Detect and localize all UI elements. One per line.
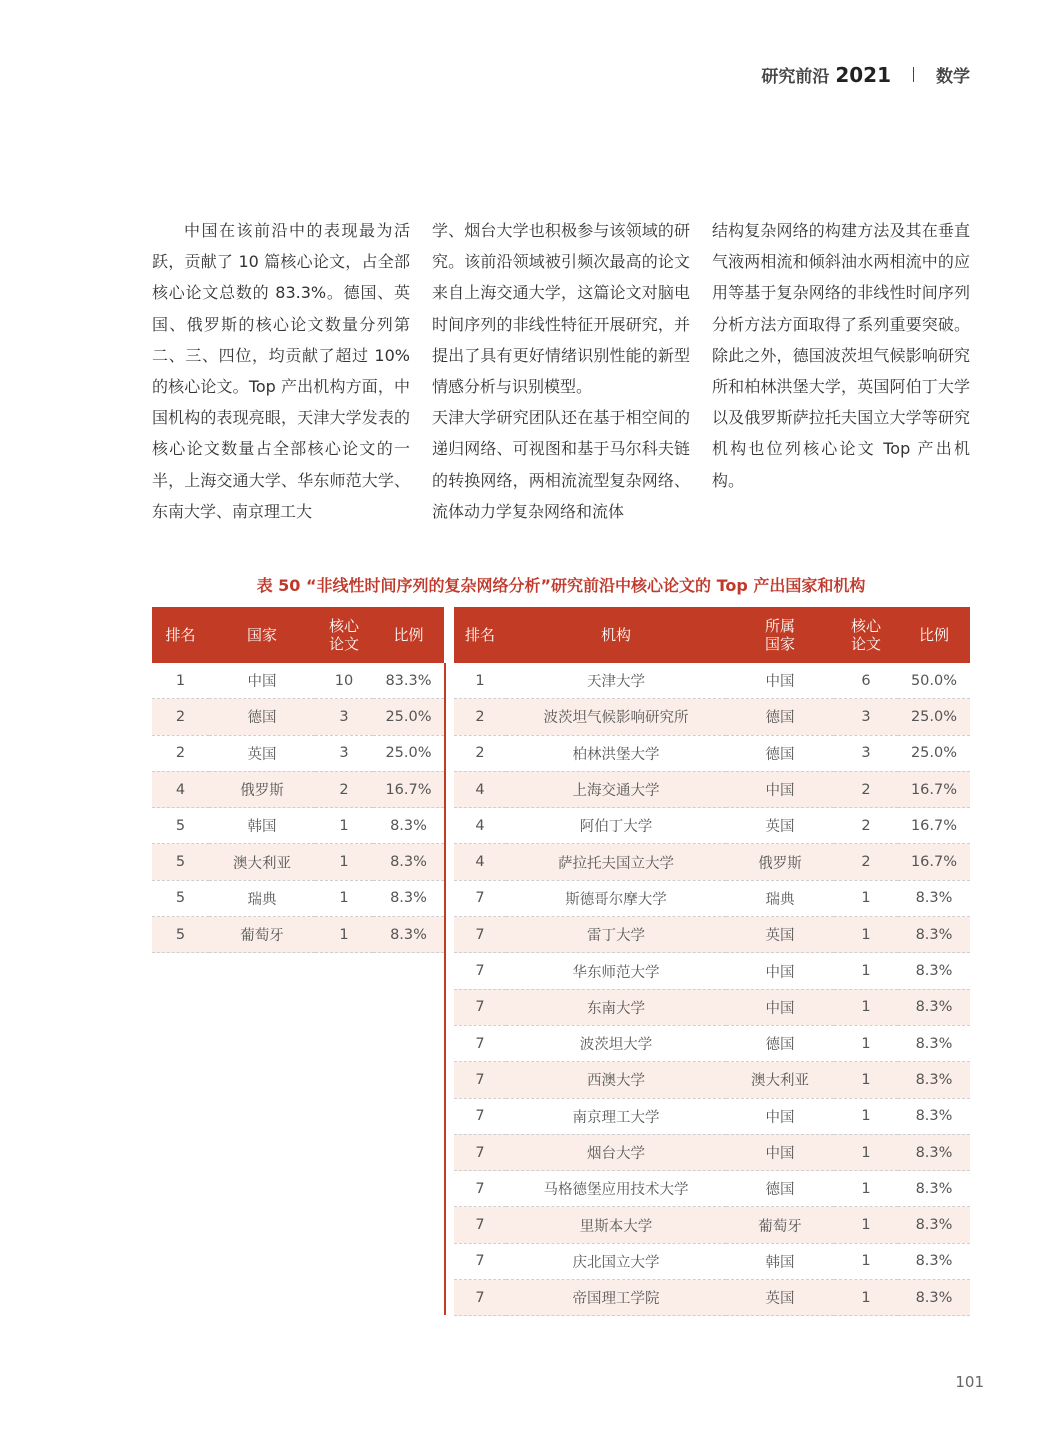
table-row bbox=[454, 771, 970, 807]
country-table-header-cell: 国家 bbox=[209, 607, 315, 663]
country-table-cell: 俄罗斯 bbox=[209, 771, 315, 807]
country-table-cell: 澳大利亚 bbox=[209, 844, 315, 880]
institution-table-cell: 柏林洪堡大学 bbox=[506, 735, 726, 771]
institution-table-cell: 4 bbox=[454, 844, 506, 880]
table-row bbox=[454, 1134, 970, 1170]
institution-table-cell: 中国 bbox=[726, 663, 834, 699]
institution-table-cell: 中国 bbox=[726, 1098, 834, 1134]
institution-table-cell: 7 bbox=[454, 1207, 506, 1243]
institution-table-cell: 波茨坦气候影响研究所 bbox=[506, 699, 726, 735]
institution-table-cell: 7 bbox=[454, 1134, 506, 1170]
institution-table-cell: 德国 bbox=[726, 1025, 834, 1061]
country-table-body bbox=[152, 663, 444, 953]
institution-table-cell: 中国 bbox=[726, 771, 834, 807]
paragraph-2: 结构复杂网络的构建方法及其在垂直气液两相流和倾斜油水两相流中的应用等基于复杂网络的非线性时间序列分析方法方面取得了系列重要突破。除此之外，德国波茨坦气候影响研究所和柏林洪堡大学，英国阿伯丁大学以及俄罗斯萨拉托夫国立大学等研究机构也位列核心论文 Top 产出机构。 bbox=[712, 221, 970, 490]
institution-table-cell: 俄罗斯 bbox=[726, 844, 834, 880]
institution-table-cell: 澳大利亚 bbox=[726, 1062, 834, 1098]
institution-table-cell: 西澳大学 bbox=[506, 1062, 726, 1098]
institution-table-cell: 中国 bbox=[726, 1134, 834, 1170]
institution-table-body bbox=[454, 663, 970, 1316]
institution-table-cell: 8.3% bbox=[898, 1062, 970, 1098]
institution-table-header-cell: 所属 国家 bbox=[726, 607, 834, 663]
institution-table-cell: 25.0% bbox=[898, 735, 970, 771]
institution-table-cell: 萨拉托夫国立大学 bbox=[506, 844, 726, 880]
institution-table-cell: 波茨坦大学 bbox=[506, 1025, 726, 1061]
country-table bbox=[152, 607, 444, 953]
institution-table-cell: 1 bbox=[834, 1134, 898, 1170]
country-table-cell: 5 bbox=[152, 808, 209, 844]
institution-table-cell: 帝国理工学院 bbox=[506, 1280, 726, 1316]
country-table-cell: 1 bbox=[152, 663, 209, 699]
institution-table-cell: 德国 bbox=[726, 735, 834, 771]
institution-table-header bbox=[454, 607, 970, 663]
institution-table-cell: 1 bbox=[834, 1062, 898, 1098]
institution-table-cell: 7 bbox=[454, 989, 506, 1025]
country-table-cell: 5 bbox=[152, 880, 209, 916]
institution-table-cell: 7 bbox=[454, 953, 506, 989]
paragraph-1-part-b: 学、烟台大学也积极参与该领域的研究。该前沿领域被引频次最高的论文来自上海交通大学，这篇论文对脑电时间序列的非线性特征开展研究，并提出了具有更好情绪识别性能的新型情感分析与识别模型。 天津大学研究团队还在基于相空间的递归网络、可视图和基于马尔科夫链的转换网络，两相流流型复杂网络、流体动力学复杂网络和流体 bbox=[432, 221, 690, 521]
country-table-cell: 瑞典 bbox=[209, 880, 315, 916]
table-row bbox=[454, 1098, 970, 1134]
institution-table-cell: 8.3% bbox=[898, 1280, 970, 1316]
table-row bbox=[454, 880, 970, 916]
institution-table-cell: 英国 bbox=[726, 1280, 834, 1316]
institution-table-cell: 7 bbox=[454, 1243, 506, 1279]
text-column-2 bbox=[432, 215, 690, 527]
table-row bbox=[454, 1280, 970, 1316]
country-table-cell: 德国 bbox=[209, 699, 315, 735]
institution-table-cell: 1 bbox=[834, 1171, 898, 1207]
institution-table-cell: 8.3% bbox=[898, 1207, 970, 1243]
country-table-cell: 4 bbox=[152, 771, 209, 807]
table-row bbox=[454, 808, 970, 844]
country-table-cell: 韩国 bbox=[209, 808, 315, 844]
table-caption: 表 50 “非线性时间序列的复杂网络分析”研究前沿中核心论文的 Top 产出国家和机构 bbox=[256, 576, 866, 595]
institution-table-cell: 英国 bbox=[726, 917, 834, 953]
table-row bbox=[454, 1025, 970, 1061]
institution-table-cell: 3 bbox=[834, 735, 898, 771]
table-row bbox=[454, 844, 970, 880]
institution-table-cell: 1 bbox=[834, 989, 898, 1025]
country-table-header-cell: 比例 bbox=[373, 607, 444, 663]
institution-table-cell: 南京理工大学 bbox=[506, 1098, 726, 1134]
country-table-cell: 8.3% bbox=[373, 917, 444, 953]
institution-table-cell: 8.3% bbox=[898, 917, 970, 953]
institution-table-cell: 6 bbox=[834, 663, 898, 699]
institution-table-cell: 8.3% bbox=[898, 1171, 970, 1207]
table-row bbox=[454, 917, 970, 953]
institution-table-cell: 7 bbox=[454, 1171, 506, 1207]
institution-table-cell: 烟台大学 bbox=[506, 1134, 726, 1170]
table-row bbox=[454, 735, 970, 771]
country-table-header-cell: 核心 论文 bbox=[315, 607, 373, 663]
institution-table-cell: 16.7% bbox=[898, 808, 970, 844]
country-table-cell: 2 bbox=[152, 699, 209, 735]
institution-table-cell: 8.3% bbox=[898, 1098, 970, 1134]
text-column-1 bbox=[152, 215, 410, 527]
country-table-cell: 8.3% bbox=[373, 808, 444, 844]
institution-table-header-cell: 机构 bbox=[506, 607, 726, 663]
institution-table-cell: 天津大学 bbox=[506, 663, 726, 699]
institution-table-cell: 7 bbox=[454, 880, 506, 916]
table-divider bbox=[444, 663, 446, 1315]
country-table-header-cell: 排名 bbox=[152, 607, 209, 663]
institution-table-cell: 斯德哥尔摩大学 bbox=[506, 880, 726, 916]
country-table-cell: 25.0% bbox=[373, 699, 444, 735]
institution-table-cell: 1 bbox=[834, 880, 898, 916]
institution-table-cell: 1 bbox=[454, 663, 506, 699]
institution-table-cell: 1 bbox=[834, 1207, 898, 1243]
institution-table-cell: 中国 bbox=[726, 953, 834, 989]
institution-table-cell: 4 bbox=[454, 808, 506, 844]
header-label: 研究前沿 bbox=[761, 67, 830, 87]
institution-table-cell: 2 bbox=[454, 735, 506, 771]
institution-table-cell: 8.3% bbox=[898, 1134, 970, 1170]
institution-table-cell: 4 bbox=[454, 771, 506, 807]
institution-table-cell: 7 bbox=[454, 1098, 506, 1134]
country-table-cell: 3 bbox=[315, 735, 373, 771]
country-table-cell: 8.3% bbox=[373, 880, 444, 916]
country-table-cell: 2 bbox=[315, 771, 373, 807]
table-row bbox=[152, 735, 444, 771]
institution-table-header-cell: 核心 论文 bbox=[834, 607, 898, 663]
institution-table-cell: 50.0% bbox=[898, 663, 970, 699]
table-row bbox=[152, 917, 444, 953]
institution-table-cell: 1 bbox=[834, 953, 898, 989]
institution-table-cell: 华东师范大学 bbox=[506, 953, 726, 989]
country-table-cell: 10 bbox=[315, 663, 373, 699]
table-row bbox=[454, 953, 970, 989]
country-table-cell: 1 bbox=[315, 880, 373, 916]
country-table-cell: 1 bbox=[315, 808, 373, 844]
institution-table-cell: 东南大学 bbox=[506, 989, 726, 1025]
institution-table-cell: 马格德堡应用技术大学 bbox=[506, 1171, 726, 1207]
institution-table-cell: 2 bbox=[834, 844, 898, 880]
country-table-cell: 8.3% bbox=[373, 844, 444, 880]
text-column-3 bbox=[712, 215, 970, 527]
table-row bbox=[454, 1171, 970, 1207]
header-year: 2021 bbox=[835, 63, 891, 87]
table-row bbox=[454, 1207, 970, 1243]
table-row bbox=[454, 699, 970, 735]
table-row bbox=[454, 663, 970, 699]
page-header bbox=[761, 62, 970, 87]
institution-table-cell: 里斯本大学 bbox=[506, 1207, 726, 1243]
table-row bbox=[152, 808, 444, 844]
institution-table-cell: 英国 bbox=[726, 808, 834, 844]
institution-table-cell: 25.0% bbox=[898, 699, 970, 735]
institution-table-header-cell: 比例 bbox=[898, 607, 970, 663]
country-table-cell: 5 bbox=[152, 844, 209, 880]
country-table-cell: 83.3% bbox=[373, 663, 444, 699]
table-row bbox=[454, 1062, 970, 1098]
country-table-cell: 中国 bbox=[209, 663, 315, 699]
institution-table bbox=[454, 607, 970, 1316]
institution-table-cell: 1 bbox=[834, 1025, 898, 1061]
institution-table-cell: 瑞典 bbox=[726, 880, 834, 916]
country-table-cell: 25.0% bbox=[373, 735, 444, 771]
institution-table-cell: 7 bbox=[454, 917, 506, 953]
institution-table-cell: 16.7% bbox=[898, 771, 970, 807]
table-row bbox=[152, 844, 444, 880]
institution-table-cell: 7 bbox=[454, 1062, 506, 1098]
country-table-cell: 英国 bbox=[209, 735, 315, 771]
country-table-cell: 1 bbox=[315, 917, 373, 953]
header-divider bbox=[913, 67, 914, 82]
table-row bbox=[152, 880, 444, 916]
institution-table-cell: 2 bbox=[834, 771, 898, 807]
institution-table-cell: 8.3% bbox=[898, 989, 970, 1025]
country-table-cell: 16.7% bbox=[373, 771, 444, 807]
institution-table-cell: 3 bbox=[834, 699, 898, 735]
page-number: 101 bbox=[955, 1373, 984, 1391]
institution-table-cell: 上海交通大学 bbox=[506, 771, 726, 807]
institution-table-cell: 雷丁大学 bbox=[506, 917, 726, 953]
institution-table-cell: 德国 bbox=[726, 1171, 834, 1207]
table-row bbox=[152, 663, 444, 699]
institution-table-cell: 1 bbox=[834, 1280, 898, 1316]
country-table-cell: 葡萄牙 bbox=[209, 917, 315, 953]
institution-table-cell: 8.3% bbox=[898, 880, 970, 916]
country-table-header bbox=[152, 607, 444, 663]
body-text bbox=[152, 215, 970, 527]
institution-table-cell: 16.7% bbox=[898, 844, 970, 880]
table-row bbox=[454, 1243, 970, 1279]
institution-table-cell: 8.3% bbox=[898, 953, 970, 989]
institution-table-cell: 2 bbox=[454, 699, 506, 735]
institution-table-cell: 8.3% bbox=[898, 1025, 970, 1061]
institution-table-cell: 韩国 bbox=[726, 1243, 834, 1279]
country-table-cell: 5 bbox=[152, 917, 209, 953]
institution-table-cell: 7 bbox=[454, 1025, 506, 1061]
institution-table-cell: 1 bbox=[834, 1243, 898, 1279]
table-row bbox=[454, 989, 970, 1025]
institution-table-cell: 1 bbox=[834, 1098, 898, 1134]
paragraph-1-part-a: 中国在该前沿中的表现最为活跃，贡献了 10 篇核心论文，占全部核心论文总数的 83.3%。德国、英国、俄罗斯的核心论文数量分列第二、三、四位，均贡献了超过 10% 的核心论文。Top 产出机构方面，中国机构的表现亮眼，天津大学发表的核心论文数量占全部核心论文的一半，上海交通大学、华东师范大学、东南大学、南京理工大 bbox=[152, 221, 410, 521]
table-row bbox=[152, 699, 444, 735]
institution-table-cell: 2 bbox=[834, 808, 898, 844]
institution-table-cell: 葡萄牙 bbox=[726, 1207, 834, 1243]
country-table-cell: 3 bbox=[315, 699, 373, 735]
table-row bbox=[152, 771, 444, 807]
country-table-cell: 2 bbox=[152, 735, 209, 771]
institution-table-cell: 中国 bbox=[726, 989, 834, 1025]
institution-table-cell: 庆北国立大学 bbox=[506, 1243, 726, 1279]
institution-table-cell: 8.3% bbox=[898, 1243, 970, 1279]
country-table-cell: 1 bbox=[315, 844, 373, 880]
institution-table-cell: 阿伯丁大学 bbox=[506, 808, 726, 844]
institution-table-header-cell: 排名 bbox=[454, 607, 506, 663]
header-section: 数学 bbox=[936, 67, 970, 87]
institution-table-cell: 7 bbox=[454, 1280, 506, 1316]
institution-table-cell: 1 bbox=[834, 917, 898, 953]
institution-table-cell: 德国 bbox=[726, 699, 834, 735]
